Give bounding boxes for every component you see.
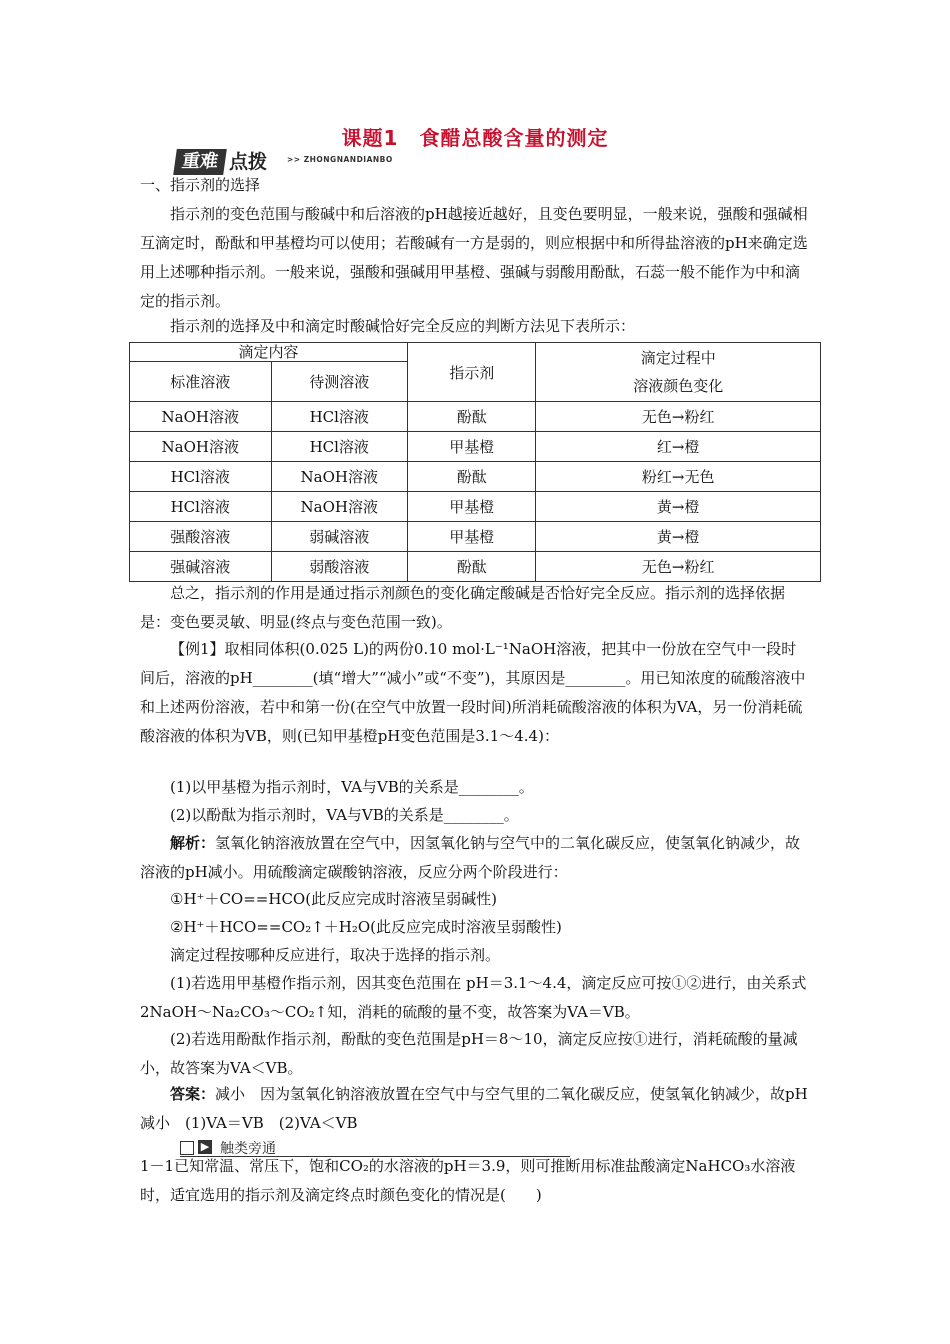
table-row (130, 402, 821, 432)
equation-1: ①H⁺＋CO==HCO(此反应完成时溶液呈弱碱性) (170, 890, 497, 908)
cell: 黄→橙 (536, 492, 821, 522)
cell: 黄→橙 (536, 522, 821, 552)
cell: 无色→粉红 (536, 552, 821, 582)
cell: 酚酞 (408, 552, 536, 582)
example-text: 取相同体积(0.025 L)的两份0.10 mol·L⁻¹NaOH溶液，把其中一份放在空气中一段时间后，溶液的pH________(填“增大”“减小”或“不变”)，其原因是________。用已知浓度的硫酸溶液中和上述两份溶液，若中和第一份(在空气中放置一段时间)所消耗硫酸溶液的体积为VA，另一份消耗硫酸溶液的体积为VB，则(已知甲基橙pH变色范围是3.1～4.4)： (140, 640, 806, 745)
cell: 弱酸溶液 (271, 552, 408, 582)
table-row (130, 432, 821, 462)
badge-pinyin-text: ZHONGNANDIANBO (303, 155, 393, 164)
cell: NaOH溶液 (271, 492, 408, 522)
paragraph-2: 指示剂的选择及中和滴定时酸碱恰好完全反应的判断方法见下表所示： (170, 317, 636, 335)
cell: 酚酞 (408, 402, 536, 432)
table-row (130, 492, 821, 522)
page-title: 课题1 食醋总酸含量的测定 (341, 126, 609, 150)
cell: 粉红→无色 (536, 462, 821, 492)
header-indicator: 指示剂 (408, 343, 536, 402)
answer-text: 减小 因为氢氧化钠溶液放置在空气中与空气里的二氧化碳反应，使氢氧化钠减少，故pH减小 (1)VA＝VB (2)VA＜VB (140, 1085, 808, 1132)
analysis-3: (1)若选用甲基橙作指示剂，因其变色范围在 pH＝3.1～4.4，滴定反应可按①②进行，由关系式2NaOH～Na₂CO₃～CO₂↑知，消耗的硫酸的量不变，故答案为VA＝VB。 (140, 974, 807, 1021)
cell: HCl溶液 (271, 402, 408, 432)
badge-arrow-icon: >> (287, 155, 304, 164)
header-color-change (536, 343, 821, 402)
cell: HCl溶液 (130, 462, 272, 492)
cell: NaOH溶液 (130, 432, 272, 462)
cell: 酚酞 (408, 462, 536, 492)
question-1: (1)以甲基橙为指示剂时，VA与VB的关系是________。 (170, 778, 534, 796)
equation-2: ②H⁺＋HCO==CO₂↑＋H₂O(此反应完成时溶液呈弱酸性) (170, 918, 562, 936)
cell: 弱碱溶液 (271, 522, 408, 552)
answer (140, 1080, 810, 1138)
cell: 强碱溶液 (130, 552, 272, 582)
badge-pinyin (287, 155, 393, 164)
cell: 甲基橙 (408, 522, 536, 552)
analysis-4: (2)若选用酚酞作指示剂，酚酞的变色范围是pH＝8～10，滴定反应按①进行，消耗硫酸的量减小，故答案为VA＜VB。 (140, 1030, 798, 1077)
cell: 甲基橙 (408, 492, 536, 522)
analysis-label: 解析： (170, 834, 216, 852)
cell: HCl溶液 (130, 492, 272, 522)
paragraph-3: 总之，指示剂的作用是通过指示剂颜色的变化确定酸碱是否恰好完全反应。指示剂的选择依据是：变色要灵敏、明显(终点与变色范围一致)。 (140, 584, 786, 631)
header-color-change-line2: 溶液颜色变化 (633, 377, 724, 395)
header-content: 滴定内容 (130, 343, 408, 362)
analysis-2: 滴定过程按哪种反应进行，取决于选择的指示剂。 (170, 946, 501, 964)
arrow-right-icon: ▶ (198, 1140, 212, 1154)
cell: 红→橙 (536, 432, 821, 462)
example-label: 【例1】 (170, 640, 225, 658)
cell: 甲基橙 (408, 432, 536, 462)
badge-sub: 点拨 (229, 151, 268, 173)
cell: 强酸溶液 (130, 522, 272, 552)
example-1 (140, 635, 810, 751)
table-row (130, 552, 821, 582)
indicator-table (129, 342, 821, 582)
header-color-change-line1: 滴定过程中 (640, 349, 716, 367)
cell: HCl溶液 (271, 432, 408, 462)
question-2: (2)以酚酞为指示剂时，VA与VB的关系是________。 (170, 806, 519, 824)
cell: NaOH溶液 (271, 462, 408, 492)
exercise-1-1: 1－1已知常温、常压下，饱和CO₂的水溶液的pH＝3.9，则可推断用标准盐酸滴定NaHCO₃水溶液时，适宜选用的指示剂及滴定终点时颜色变化的情况是( ) (140, 1157, 796, 1204)
section2-label: 触类旁通 (220, 1141, 276, 1157)
header-standard: 标准溶液 (130, 362, 272, 402)
header-test: 待测溶液 (271, 362, 408, 402)
badge-main: 重难 (173, 149, 227, 175)
table-row (130, 462, 821, 492)
table-row (130, 522, 821, 552)
section1-heading: 一、指示剂的选择 (140, 176, 261, 194)
analysis (140, 829, 810, 887)
cell: 无色→粉红 (536, 402, 821, 432)
answer-label: 答案： (170, 1085, 216, 1103)
paragraph-1: 指示剂的变色范围与酸碱中和后溶液的pH越接近越好，且变色要明显，一般来说，强酸和强碱相互滴定时，酚酞和甲基橙均可以使用；若酸碱有一方是弱的，则应根据中和所得盐溶液的pH来确定选用上述哪种指示剂。一般来说，强酸和强碱用甲基橙、强碱与弱酸用酚酞，石蕊一般不能作为中和滴定的指示剂。 (140, 205, 808, 310)
cell: NaOH溶液 (130, 402, 272, 432)
analysis-text: 氢氧化钠溶液放置在空气中，因氢氧化钠与空气中的二氧化碳反应，使氢氧化钠减少，故溶液的pH减小。用硫酸滴定碳酸钠溶液，反应分两个阶段进行： (140, 834, 801, 881)
